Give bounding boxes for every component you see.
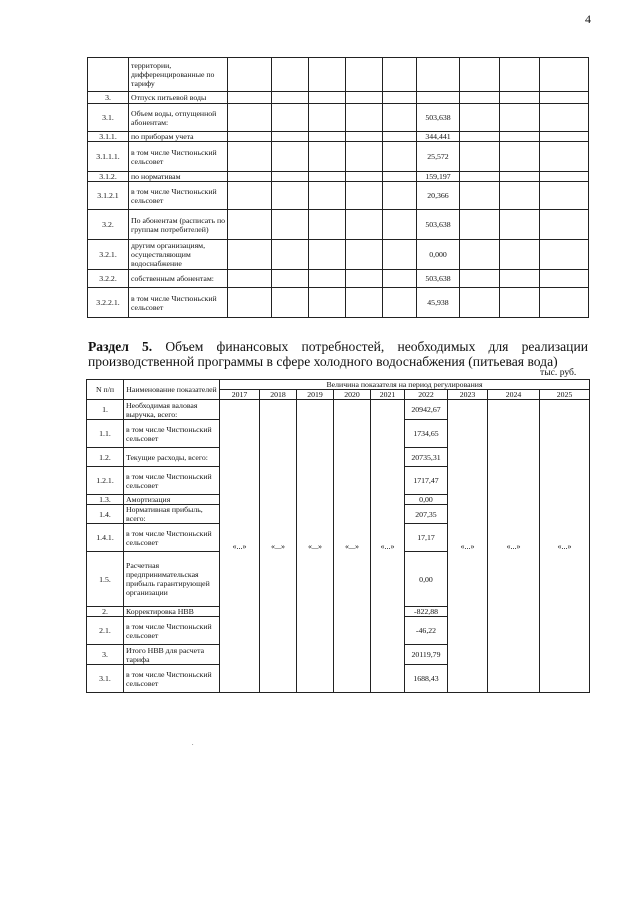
placeholder-cell: «...»	[540, 400, 590, 693]
empty-cell	[540, 92, 589, 104]
empty-cell	[228, 132, 272, 142]
empty-cell	[540, 210, 589, 240]
row-number: 1.3.	[87, 495, 124, 505]
empty-cell	[346, 210, 383, 240]
row-value: 17,17	[405, 524, 448, 552]
stray-mark: .	[192, 741, 194, 747]
empty-cell	[500, 142, 540, 172]
empty-cell	[272, 210, 309, 240]
row-number: 2.	[87, 607, 124, 617]
row-value: -822,88	[405, 607, 448, 617]
empty-cell	[460, 172, 500, 182]
row-value: 0,00	[405, 495, 448, 505]
row-number: 3.1.	[88, 104, 129, 132]
row-number: 3.1.	[87, 665, 124, 693]
empty-cell	[228, 240, 272, 270]
row-value: 159,197	[417, 172, 460, 182]
finance-table	[86, 379, 590, 693]
row-value: 20942,67	[405, 400, 448, 420]
row-name: по нормативам	[129, 172, 228, 182]
empty-cell	[309, 142, 346, 172]
table-row	[88, 104, 589, 132]
empty-cell	[383, 92, 417, 104]
row-number: 3.2.	[88, 210, 129, 240]
empty-cell	[383, 132, 417, 142]
row-name: собственным абонентам:	[129, 270, 228, 288]
empty-cell	[500, 92, 540, 104]
empty-cell	[272, 142, 309, 172]
table-row	[88, 172, 589, 182]
empty-cell	[500, 240, 540, 270]
row-value: 0,00	[405, 552, 448, 607]
row-number: 1.4.	[87, 505, 124, 524]
row-name: в том числе Чистюньский сельсовет	[129, 288, 228, 318]
row-number: 3.2.1.	[88, 240, 129, 270]
empty-cell	[500, 104, 540, 132]
empty-cell	[460, 240, 500, 270]
empty-cell	[346, 182, 383, 210]
year-header: 2020	[334, 390, 371, 400]
empty-cell	[500, 270, 540, 288]
empty-cell	[309, 132, 346, 142]
empty-cell	[272, 132, 309, 142]
header-period: Величина показателя на период регулирования	[220, 380, 590, 390]
row-number: 3.1.1.1.	[88, 142, 129, 172]
empty-cell	[383, 142, 417, 172]
row-name: другим организациям, осуществляющим водоснабжение	[129, 240, 228, 270]
units-label: тыс. руб.	[540, 367, 577, 378]
empty-cell	[500, 132, 540, 142]
empty-cell	[460, 58, 500, 92]
row-value: 503,638	[417, 210, 460, 240]
table-row	[88, 132, 589, 142]
empty-cell	[460, 132, 500, 142]
header-num: N п/п	[87, 380, 124, 400]
row-number: 1.4.1.	[87, 524, 124, 552]
empty-cell	[383, 58, 417, 92]
empty-cell	[272, 58, 309, 92]
empty-cell	[346, 92, 383, 104]
empty-cell	[346, 288, 383, 318]
section-title-text: Объем финансовых потребностей, необходимых для реализации производственной программы в сфере холодного водоснабжения (питьевая вода)	[88, 339, 588, 369]
empty-cell	[500, 182, 540, 210]
volume-table	[87, 57, 589, 318]
row-name: По абонентам (расписать по группам потребителей)	[129, 210, 228, 240]
year-header: 2022	[405, 390, 448, 400]
empty-cell	[383, 182, 417, 210]
row-number: 1.5.	[87, 552, 124, 607]
table-row	[88, 288, 589, 318]
row-value: 503,638	[417, 104, 460, 132]
empty-cell	[309, 210, 346, 240]
row-name: Амортизация	[124, 495, 220, 505]
row-number: 3.1.1.	[88, 132, 129, 142]
row-number: 2.1.	[87, 617, 124, 645]
empty-cell	[346, 58, 383, 92]
empty-cell	[272, 182, 309, 210]
empty-cell	[309, 104, 346, 132]
row-name: в том числе Чистюньский сельсовет	[129, 182, 228, 210]
table-row	[88, 210, 589, 240]
placeholder-cell: «...»	[260, 400, 297, 693]
row-name: Текущие расходы, всего:	[124, 448, 220, 467]
placeholder-cell: «...»	[448, 400, 488, 693]
section-label: Раздел 5.	[88, 339, 153, 354]
empty-cell	[228, 182, 272, 210]
section-title	[88, 339, 588, 369]
empty-cell	[460, 270, 500, 288]
page-number: 4	[585, 12, 591, 26]
row-name: Корректировка НВВ	[124, 607, 220, 617]
empty-cell	[540, 132, 589, 142]
row-name: по приборам учета	[129, 132, 228, 142]
row-name: в том числе Чистюньский сельсовет	[124, 467, 220, 495]
empty-cell	[540, 240, 589, 270]
empty-cell	[272, 288, 309, 318]
placeholder-cell: «...»	[371, 400, 405, 693]
empty-cell	[346, 240, 383, 270]
empty-cell	[346, 132, 383, 142]
empty-cell	[500, 172, 540, 182]
row-name: в том числе Чистюньский сельсовет	[124, 524, 220, 552]
row-value: 0,000	[417, 240, 460, 270]
empty-cell	[228, 58, 272, 92]
empty-cell	[500, 288, 540, 318]
row-value: 207,35	[405, 505, 448, 524]
table-row	[88, 240, 589, 270]
table-row	[88, 270, 589, 288]
empty-cell	[228, 104, 272, 132]
empty-cell	[540, 270, 589, 288]
row-name: территории, дифференцированные по тарифу	[129, 58, 228, 92]
header-name: Наименование показателей	[124, 380, 220, 400]
table-row	[87, 400, 590, 420]
table-row	[88, 182, 589, 210]
row-number: 3.1.2.1	[88, 182, 129, 210]
row-value: 1688,43	[405, 665, 448, 693]
empty-cell	[383, 104, 417, 132]
table-row	[88, 92, 589, 104]
empty-cell	[540, 58, 589, 92]
empty-cell	[540, 288, 589, 318]
row-name: в том числе Чистюньский сельсовет	[124, 665, 220, 693]
row-name: в том числе Чистюньский сельсовет	[124, 617, 220, 645]
row-value: 20,366	[417, 182, 460, 210]
row-name: Необходимая валовая выручка, всего:	[124, 400, 220, 420]
year-header: 2019	[297, 390, 334, 400]
empty-cell	[346, 104, 383, 132]
empty-cell	[383, 210, 417, 240]
row-value: 503,638	[417, 270, 460, 288]
empty-cell	[272, 240, 309, 270]
row-value	[417, 58, 460, 92]
placeholder-cell: «...»	[488, 400, 540, 693]
row-value: 25,572	[417, 142, 460, 172]
empty-cell	[346, 142, 383, 172]
row-name: Объем воды, отпущенной абонентам:	[129, 104, 228, 132]
row-number: 1.1.	[87, 420, 124, 448]
header-row	[87, 380, 590, 390]
row-number: 3.	[87, 645, 124, 665]
row-value: 1734,65	[405, 420, 448, 448]
year-header: 2023	[448, 390, 488, 400]
empty-cell	[460, 182, 500, 210]
empty-cell	[500, 58, 540, 92]
empty-cell	[540, 142, 589, 172]
year-header: 2018	[260, 390, 297, 400]
empty-cell	[272, 270, 309, 288]
empty-cell	[383, 172, 417, 182]
empty-cell	[540, 182, 589, 210]
row-value: -46,22	[405, 617, 448, 645]
empty-cell	[272, 104, 309, 132]
placeholder-cell: «...»	[297, 400, 334, 693]
row-number: 3.2.2.1.	[88, 288, 129, 318]
row-number: 1.2.1.	[87, 467, 124, 495]
row-number: 3.1.2.	[88, 172, 129, 182]
empty-cell	[346, 270, 383, 288]
row-name: в том числе Чистюньский сельсовет	[129, 142, 228, 172]
table-row	[88, 58, 589, 92]
empty-cell	[383, 270, 417, 288]
year-header: 2024	[488, 390, 540, 400]
empty-cell	[460, 104, 500, 132]
empty-cell	[309, 172, 346, 182]
empty-cell	[228, 92, 272, 104]
empty-cell	[383, 240, 417, 270]
row-value: 1717,47	[405, 467, 448, 495]
empty-cell	[460, 92, 500, 104]
table-row	[88, 142, 589, 172]
row-name: в том числе Чистюньский сельсовет	[124, 420, 220, 448]
empty-cell	[460, 142, 500, 172]
row-number	[88, 58, 129, 92]
row-value: 20119,79	[405, 645, 448, 665]
empty-cell	[309, 92, 346, 104]
row-name: Расчетная предпринимательская прибыль гарантирующей организации	[124, 552, 220, 607]
year-header: 2017	[220, 390, 260, 400]
empty-cell	[228, 270, 272, 288]
row-name: Нормативная прибыль, всего:	[124, 505, 220, 524]
empty-cell	[228, 210, 272, 240]
empty-cell	[540, 172, 589, 182]
row-name: Итого НВВ для расчета тарифа	[124, 645, 220, 665]
empty-cell	[460, 210, 500, 240]
empty-cell	[383, 288, 417, 318]
row-number: 3.	[88, 92, 129, 104]
row-value: 20735,31	[405, 448, 448, 467]
year-header: 2025	[540, 390, 590, 400]
row-name: Отпуск питьевой воды	[129, 92, 228, 104]
empty-cell	[309, 240, 346, 270]
empty-cell	[272, 172, 309, 182]
row-value	[417, 92, 460, 104]
empty-cell	[272, 92, 309, 104]
empty-cell	[540, 104, 589, 132]
row-number: 1.	[87, 400, 124, 420]
empty-cell	[228, 142, 272, 172]
placeholder-cell: «...»	[220, 400, 260, 693]
row-number: 3.2.2.	[88, 270, 129, 288]
empty-cell	[309, 58, 346, 92]
empty-cell	[228, 288, 272, 318]
row-value: 344,441	[417, 132, 460, 142]
empty-cell	[460, 288, 500, 318]
empty-cell	[309, 270, 346, 288]
empty-cell	[309, 182, 346, 210]
row-value: 45,938	[417, 288, 460, 318]
empty-cell	[346, 172, 383, 182]
empty-cell	[228, 172, 272, 182]
row-number: 1.2.	[87, 448, 124, 467]
year-header: 2021	[371, 390, 405, 400]
placeholder-cell: «...»	[334, 400, 371, 693]
empty-cell	[309, 288, 346, 318]
empty-cell	[500, 210, 540, 240]
